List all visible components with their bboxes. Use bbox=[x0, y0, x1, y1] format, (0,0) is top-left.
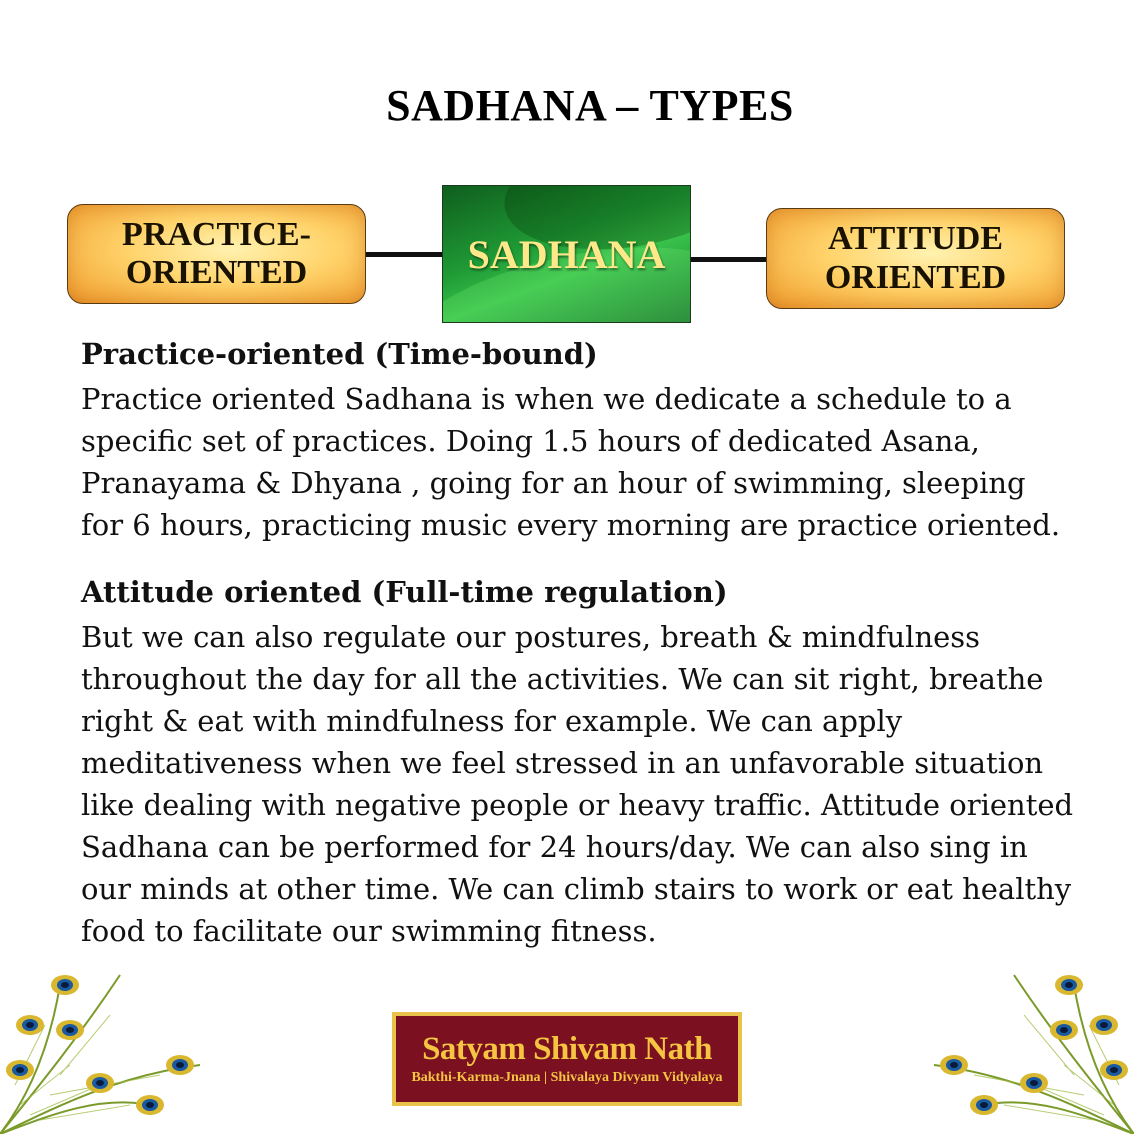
practice-oriented-box bbox=[67, 204, 366, 304]
connector-right bbox=[690, 257, 767, 262]
body-line: food to facilitate our swimming fitness. bbox=[81, 914, 657, 948]
body-line: Sadhana can be performed for 24 hours/day. We can also sing in bbox=[81, 830, 1028, 864]
attitude-oriented-box bbox=[766, 208, 1065, 309]
body-line: Pranayama & Dhyana , going for an hour of swimming, sleeping bbox=[81, 466, 1026, 500]
logo-title: Satyam Shivam Nath bbox=[422, 1030, 712, 1067]
attitude-section-heading: Attitude oriented (Full-time regulation) bbox=[81, 575, 728, 609]
logo-subtitle: Bakthi-Karma-Jnana | Shivalaya Divyam Vidyalaya bbox=[411, 1070, 723, 1086]
body-line: But we can also regulate our postures, breath & mindfulness bbox=[81, 620, 981, 654]
peacock-feather-right-icon bbox=[919, 955, 1134, 1134]
connector-left bbox=[365, 252, 443, 257]
practice-section-heading: Practice-oriented (Time-bound) bbox=[81, 337, 598, 371]
practice-oriented-line1: PRACTICE- bbox=[122, 215, 311, 253]
sadhana-label: SADHANA bbox=[467, 231, 666, 277]
practice-section-body bbox=[81, 378, 1091, 546]
body-line: our minds at other time. We can climb stairs to work or eat healthy bbox=[81, 872, 1072, 906]
attitude-oriented-line2: ORIENTED bbox=[824, 258, 1007, 296]
page-title: SADHANA – TYPES bbox=[386, 81, 794, 130]
body-line: specific set of practices. Doing 1.5 hours of dedicated Asana, bbox=[81, 424, 980, 458]
sadhana-box bbox=[442, 185, 691, 323]
attitude-section-body bbox=[81, 616, 1091, 952]
body-line: meditativeness when we feel stressed in an unfavorable situation bbox=[81, 746, 1044, 780]
peacock-feather-left-icon bbox=[0, 955, 215, 1134]
brand-logo bbox=[392, 1012, 742, 1106]
body-line: throughout the day for all the activities. We can sit right, breathe bbox=[81, 662, 1044, 696]
practice-oriented-line2: ORIENTED bbox=[125, 254, 308, 291]
body-line: Practice oriented Sadhana is when we dedicate a schedule to a bbox=[81, 382, 1012, 416]
body-line: for 6 hours, practicing music every morning are practice oriented. bbox=[81, 508, 1061, 542]
body-line: right & eat with mindfulness for example. We can apply bbox=[81, 704, 903, 738]
attitude-oriented-line1: ATTITUDE bbox=[827, 220, 1004, 258]
body-line: like dealing with negative people or heavy traffic. Attitude oriented bbox=[81, 788, 1074, 822]
